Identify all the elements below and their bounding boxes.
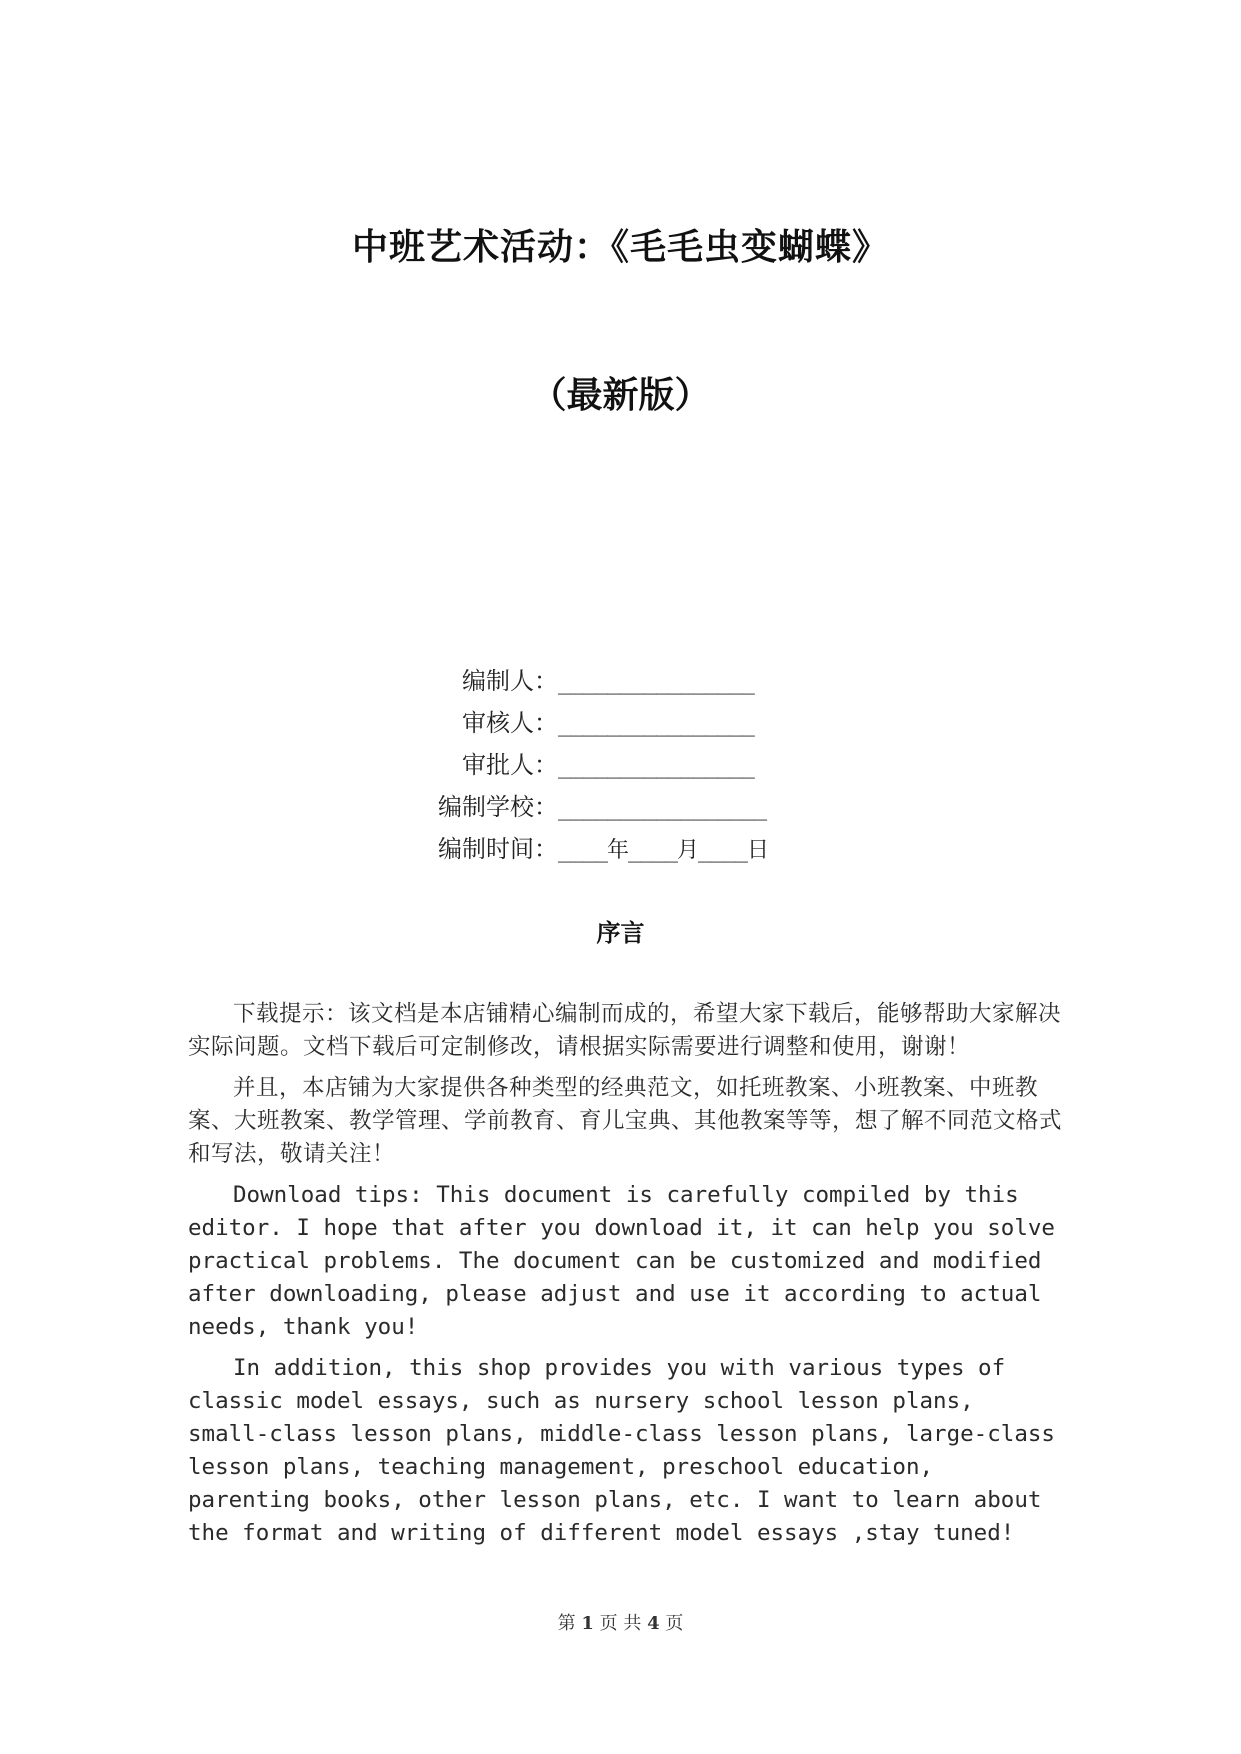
time-label: 编制时间： <box>438 835 558 863</box>
reviewer-label: 审核人： <box>462 709 558 737</box>
form-row-compiler <box>420 660 840 702</box>
preface-paragraph-cn-2: 并且，本店铺为大家提供各种类型的经典范文，如托班教案、小班教案、中班教案、大班教案、教学管理、学前教育、育儿宝典、其他教案等等，想了解不同范文格式和写法，敬请关注！ <box>188 1075 1063 1167</box>
page-prefix: 第 <box>557 1613 576 1634</box>
preface-paragraph-en-2: In addition, this shop provides you with various types of classic model essays, such as nursery school lesson plans, small-class lesson plans, middle-class lesson plans, large-class lesson plans, teaching management, preschool education, parenting books, other lesson plans, etc. I want to learn about the format and writing of different model essays ,stay tuned! <box>188 1355 1055 1546</box>
form-row-time <box>420 828 840 870</box>
form-row-approver <box>420 744 840 786</box>
approver-blank: ________________ <box>558 754 754 779</box>
form-row-school <box>420 786 840 828</box>
school-label: 编制学校： <box>438 793 558 821</box>
approver-label: 审批人： <box>462 751 558 779</box>
preface-heading: 序言 <box>596 919 645 947</box>
page-current: 1 <box>581 1613 594 1634</box>
document-subtitle: （最新版） <box>530 374 711 416</box>
preface-paragraph-en-1: Download tips: This document is carefully compiled by this editor. I hope that after you download it, it can help you solve practical problems. The document can be customized and modified after downloading, please adjust and use it according to actual needs, thank you! <box>188 1182 1055 1340</box>
document-title: 中班艺术活动：《毛毛虫变蝴蝶》 <box>351 226 889 268</box>
page-total: 4 <box>647 1613 660 1634</box>
compiler-blank: ________________ <box>558 670 754 695</box>
page-footer <box>0 1612 1241 1636</box>
page-suffix: 页 <box>665 1613 684 1634</box>
compiler-label: 编制人： <box>462 667 558 695</box>
reviewer-blank: ________________ <box>558 712 754 737</box>
time-blank: ____年____月____日 <box>558 838 768 863</box>
preface-body <box>188 998 1068 1558</box>
school-blank: _________________ <box>558 796 767 821</box>
page-mid: 页 共 <box>599 1613 642 1634</box>
preface-paragraph-cn-1: 下载提示：该文档是本店铺精心编制而成的，希望大家下载后，能够帮助大家解决实际问题。文档下载后可定制修改，请根据实际需要进行调整和使用，谢谢！ <box>188 1001 1062 1060</box>
form-row-reviewer <box>420 702 840 744</box>
signature-form <box>420 660 840 870</box>
